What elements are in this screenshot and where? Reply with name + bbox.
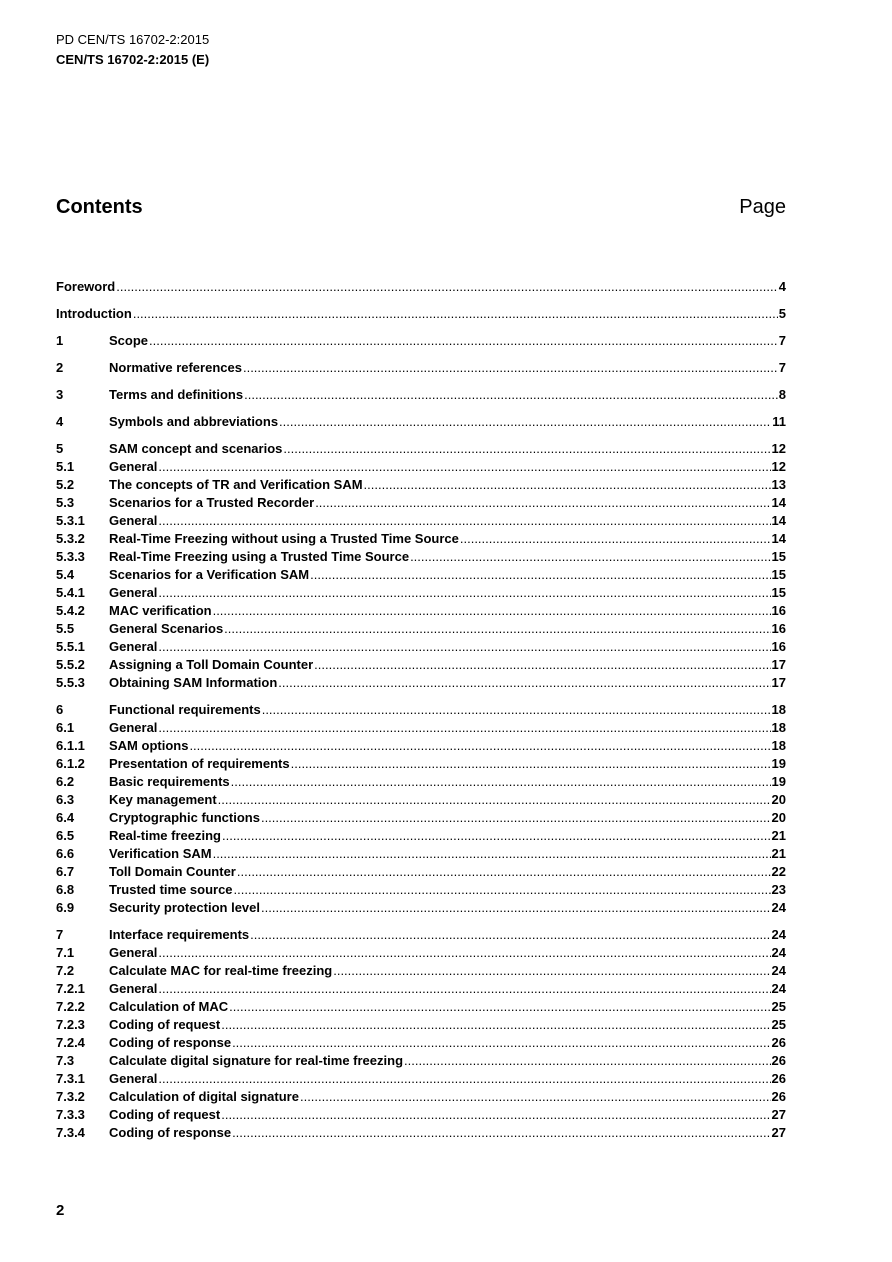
- toc-entry-page: 26: [771, 1071, 786, 1086]
- toc-entry[interactable]: [56, 926, 786, 944]
- toc-entry[interactable]: [56, 1016, 786, 1034]
- toc-dot-leader: [221, 1106, 770, 1124]
- toc-entry-page: 4: [778, 279, 786, 294]
- toc-dot-leader: [410, 548, 770, 566]
- toc-entry-title: Trusted time source: [109, 882, 233, 897]
- toc-entry-title: Key management: [109, 792, 217, 807]
- toc-entry[interactable]: [56, 638, 786, 656]
- toc-entry[interactable]: [56, 809, 786, 827]
- toc-entry-page: 12: [771, 441, 786, 456]
- toc-dot-leader: [158, 458, 770, 476]
- toc-entry-title: General: [109, 459, 158, 474]
- toc-entry-page: 15: [771, 567, 786, 582]
- toc-dot-leader: [404, 1052, 771, 1070]
- toc-entry-page: 27: [771, 1125, 786, 1140]
- toc-dot-leader: [133, 305, 778, 323]
- toc-entry-number: 2: [56, 360, 64, 375]
- page-column-label: Page: [739, 196, 786, 218]
- toc-entry[interactable]: [56, 1034, 786, 1052]
- toc-entry-title: Basic requirements: [109, 774, 230, 789]
- table-of-contents: [56, 278, 786, 1142]
- toc-entry-number: 7.1: [56, 945, 75, 960]
- toc-entry-number: 6.5: [56, 828, 75, 843]
- toc-entry[interactable]: [56, 305, 786, 323]
- toc-entry-number: 5.4: [56, 567, 75, 582]
- toc-entry-number: 6.1.2: [56, 756, 85, 771]
- toc-entry-page: 16: [771, 603, 786, 618]
- document-id: PD CEN/TS 16702-2:2015: [56, 32, 210, 47]
- toc-dot-leader: [232, 1124, 770, 1142]
- toc-entry[interactable]: [56, 791, 786, 809]
- toc-entry-number: 6.2: [56, 774, 75, 789]
- toc-entry-number: 4: [56, 414, 64, 429]
- toc-entry-title: Symbols and abbreviations: [109, 414, 279, 429]
- toc-entry[interactable]: [56, 755, 786, 773]
- toc-entry-page: 14: [771, 531, 786, 546]
- toc-entry-number: 5.5.2: [56, 657, 85, 672]
- toc-dot-leader: [231, 773, 771, 791]
- toc-entry-page: 18: [771, 702, 786, 717]
- toc-entry-title: General: [109, 639, 158, 654]
- toc-entry-number: 1: [56, 333, 64, 348]
- toc-dot-leader: [221, 1016, 770, 1034]
- toc-entry-page: 24: [771, 963, 786, 978]
- toc-entry-number: 7.2.1: [56, 981, 85, 996]
- toc-entry-page: 18: [771, 738, 786, 753]
- toc-entry-number: 5.2: [56, 477, 75, 492]
- toc-entry-title: The concepts of TR and Verification SAM: [109, 477, 363, 492]
- toc-entry[interactable]: [56, 944, 786, 962]
- toc-entry-title: Functional requirements: [109, 702, 261, 717]
- toc-entry[interactable]: [56, 566, 786, 584]
- toc-entry-number: 5.4.1: [56, 585, 85, 600]
- toc-entry-title: Terms and definitions: [109, 387, 244, 402]
- toc-entry-page: 15: [771, 549, 786, 564]
- toc-dot-leader: [244, 386, 778, 404]
- toc-entry-title: Calculate digital signature for real-time freezing: [109, 1053, 404, 1068]
- toc-entry-title: Real-Time Freezing using a Trusted Time Source: [109, 549, 410, 564]
- toc-entry-number: 7.3.1: [56, 1071, 85, 1086]
- toc-entry[interactable]: [56, 701, 786, 719]
- toc-entry[interactable]: [56, 386, 786, 404]
- toc-entry-page: 16: [771, 621, 786, 636]
- toc-entry-number: 5.5.3: [56, 675, 85, 690]
- toc-entry-number: 6.7: [56, 864, 75, 879]
- toc-entry-page: 18: [771, 720, 786, 735]
- document-id-edition: CEN/TS 16702-2:2015 (E): [56, 52, 210, 67]
- toc-entry-page: 17: [771, 675, 786, 690]
- toc-entry-title: Calculation of MAC: [109, 999, 229, 1014]
- toc-dot-leader: [158, 719, 770, 737]
- toc-entry[interactable]: [56, 719, 786, 737]
- toc-entry-page: 26: [771, 1035, 786, 1050]
- toc-entry[interactable]: [56, 773, 786, 791]
- toc-entry-title: Coding of response: [109, 1125, 232, 1140]
- toc-entry-page: 21: [771, 828, 786, 843]
- toc-dot-leader: [300, 1088, 771, 1106]
- toc-entry-page: 24: [771, 900, 786, 915]
- toc-entry-page: 24: [771, 981, 786, 996]
- toc-entry-number: 7: [56, 927, 64, 942]
- toc-entry[interactable]: [56, 440, 786, 458]
- toc-entry-number: 6: [56, 702, 64, 717]
- toc-entry-page: 16: [771, 639, 786, 654]
- toc-dot-leader: [222, 827, 771, 845]
- toc-dot-leader: [234, 881, 771, 899]
- toc-entry-number: 7.3.2: [56, 1089, 85, 1104]
- toc-dot-leader: [218, 791, 771, 809]
- toc-entry-title: General: [109, 981, 158, 996]
- toc-entry[interactable]: [56, 413, 786, 431]
- toc-dot-leader: [237, 863, 771, 881]
- toc-entry-title: Normative references: [109, 360, 242, 375]
- toc-entry-number: 5.4.2: [56, 603, 85, 618]
- toc-entry-number: 7.3: [56, 1053, 75, 1068]
- toc-dot-leader: [229, 998, 770, 1016]
- toc-entry[interactable]: [56, 1052, 786, 1070]
- toc-entry-title: General: [109, 720, 158, 735]
- toc-entry[interactable]: [56, 1124, 786, 1142]
- toc-dot-leader: [149, 332, 778, 350]
- toc-entry-title: Calculate MAC for real-time freezing: [109, 963, 333, 978]
- toc-entry-number: 6.9: [56, 900, 75, 915]
- toc-dot-leader: [314, 656, 770, 674]
- toc-entry-page: 8: [778, 387, 786, 402]
- toc-entry[interactable]: [56, 737, 786, 755]
- toc-entry-number: 7.3.4: [56, 1125, 85, 1140]
- toc-entry-title: Scenarios for a Verification SAM: [109, 567, 310, 582]
- toc-dot-leader: [315, 494, 770, 512]
- toc-dot-leader: [278, 674, 770, 692]
- page-number: 2: [56, 1202, 65, 1219]
- toc-entry-number: 6.6: [56, 846, 75, 861]
- toc-entry[interactable]: [56, 620, 786, 638]
- toc-entry[interactable]: [56, 530, 786, 548]
- toc-entry-number: 5.3: [56, 495, 75, 510]
- toc-entry-page: 5: [778, 306, 786, 321]
- toc-entry[interactable]: [56, 845, 786, 863]
- toc-entry[interactable]: [56, 656, 786, 674]
- toc-entry-number: 7.2.2: [56, 999, 85, 1014]
- toc-entry[interactable]: [56, 881, 786, 899]
- toc-entry-page: 23: [771, 882, 786, 897]
- toc-entry-page: 13: [771, 477, 786, 492]
- toc-entry-page: 7: [778, 360, 786, 375]
- toc-entry-title: General: [109, 945, 158, 960]
- toc-entry-title: Introduction: [56, 306, 132, 321]
- toc-dot-leader: [213, 602, 771, 620]
- toc-dot-leader: [158, 980, 770, 998]
- toc-entry-page: 20: [771, 810, 786, 825]
- toc-dot-leader: [460, 530, 771, 548]
- toc-entry-page: 25: [771, 1017, 786, 1032]
- toc-entry-page: 26: [771, 1089, 786, 1104]
- toc-dot-leader: [158, 584, 770, 602]
- toc-entry[interactable]: [56, 494, 786, 512]
- toc-entry-number: 5.1: [56, 459, 75, 474]
- toc-entry-title: Scenarios for a Trusted Recorder: [109, 495, 315, 510]
- toc-dot-leader: [310, 566, 770, 584]
- toc-entry-title: Cryptographic functions: [109, 810, 260, 825]
- toc-entry-title: SAM options: [109, 738, 189, 753]
- toc-entry-number: 7.2: [56, 963, 75, 978]
- toc-dot-leader: [213, 845, 771, 863]
- toc-entry-title: MAC verification: [109, 603, 212, 618]
- toc-entry-page: 24: [771, 945, 786, 960]
- toc-entry-page: 7: [778, 333, 786, 348]
- toc-entry-title: Coding of request: [109, 1107, 221, 1122]
- toc-entry[interactable]: [56, 602, 786, 620]
- toc-entry[interactable]: [56, 1088, 786, 1106]
- toc-entry-title: General: [109, 585, 158, 600]
- toc-entry-number: 6.1: [56, 720, 75, 735]
- toc-entry-number: 7.3.3: [56, 1107, 85, 1122]
- toc-entry-number: 5.3.3: [56, 549, 85, 564]
- toc-dot-leader: [262, 701, 771, 719]
- toc-dot-leader: [158, 1070, 770, 1088]
- toc-entry[interactable]: [56, 548, 786, 566]
- toc-entry-number: 5.3.2: [56, 531, 85, 546]
- toc-entry-title: Scope: [109, 333, 149, 348]
- toc-entry-page: 27: [771, 1107, 786, 1122]
- toc-dot-leader: [279, 413, 771, 431]
- toc-entry-number: 5.5.1: [56, 639, 85, 654]
- toc-entry-title: Calculation of digital signature: [109, 1089, 299, 1104]
- toc-entry-title: SAM concept and scenarios: [109, 441, 283, 456]
- toc-entry-title: Real-Time Freezing without using a Trusted Time Source: [109, 531, 459, 546]
- toc-entry-page: 17: [771, 657, 786, 672]
- toc-entry[interactable]: [56, 1070, 786, 1088]
- toc-entry-title: Presentation of requirements: [109, 756, 290, 771]
- toc-entry-number: 5: [56, 441, 64, 456]
- toc-entry-title: General Scenarios: [109, 621, 224, 636]
- toc-entry-page: 20: [771, 792, 786, 807]
- toc-dot-leader: [224, 620, 770, 638]
- toc-entry-number: 7.2.3: [56, 1017, 85, 1032]
- toc-dot-leader: [158, 512, 770, 530]
- toc-entry-title: Security protection level: [109, 900, 260, 915]
- toc-dot-leader: [243, 359, 778, 377]
- toc-entry[interactable]: [56, 899, 786, 917]
- toc-entry[interactable]: [56, 512, 786, 530]
- toc-entry[interactable]: [56, 1106, 786, 1124]
- toc-entry-page: 25: [771, 999, 786, 1014]
- toc-entry-page: 12: [771, 459, 786, 474]
- toc-entry-page: 14: [771, 495, 786, 510]
- toc-entry[interactable]: [56, 458, 786, 476]
- toc-dot-leader: [261, 809, 771, 827]
- toc-entry[interactable]: [56, 359, 786, 377]
- toc-entry[interactable]: [56, 476, 786, 494]
- toc-dot-leader: [333, 962, 770, 980]
- contents-heading: Contents: [56, 196, 143, 218]
- toc-entry[interactable]: [56, 980, 786, 998]
- toc-entry[interactable]: [56, 827, 786, 845]
- toc-dot-leader: [158, 944, 770, 962]
- toc-dot-leader: [261, 899, 771, 917]
- toc-dot-leader: [364, 476, 771, 494]
- toc-entry-page: 24: [771, 927, 786, 942]
- toc-entry-page: 19: [771, 774, 786, 789]
- toc-entry-title: General: [109, 513, 158, 528]
- toc-entry-title: Assigning a Toll Domain Counter: [109, 657, 314, 672]
- toc-entry[interactable]: [56, 998, 786, 1016]
- toc-entry-title: General: [109, 1071, 158, 1086]
- toc-entry-page: 14: [771, 513, 786, 528]
- toc-entry-page: 21: [771, 846, 786, 861]
- toc-entry-title: Coding of request: [109, 1017, 221, 1032]
- toc-entry-number: 5.3.1: [56, 513, 85, 528]
- toc-entry-number: 3: [56, 387, 64, 402]
- toc-dot-leader: [116, 278, 778, 296]
- toc-entry-number: 5.5: [56, 621, 75, 636]
- toc-entry[interactable]: [56, 674, 786, 692]
- toc-entry-page: 15: [771, 585, 786, 600]
- toc-entry[interactable]: [56, 962, 786, 980]
- toc-entry-page: 19: [771, 756, 786, 771]
- toc-entry-title: Real-time freezing: [109, 828, 221, 843]
- toc-entry[interactable]: [56, 584, 786, 602]
- toc-entry[interactable]: [56, 863, 786, 881]
- toc-dot-leader: [232, 1034, 770, 1052]
- toc-dot-leader: [291, 755, 771, 773]
- toc-entry-number: 6.8: [56, 882, 75, 897]
- toc-dot-leader: [250, 926, 770, 944]
- toc-entry-number: 6.1.1: [56, 738, 85, 753]
- toc-entry-page: 22: [771, 864, 786, 879]
- toc-dot-leader: [158, 638, 770, 656]
- toc-entry-number: 6.3: [56, 792, 75, 807]
- toc-entry-title: Coding of response: [109, 1035, 232, 1050]
- toc-entry-title: Verification SAM: [109, 846, 212, 861]
- toc-entry[interactable]: [56, 332, 786, 350]
- toc-entry[interactable]: [56, 278, 786, 296]
- toc-entry-title: Interface requirements: [109, 927, 250, 942]
- toc-entry-title: Foreword: [56, 279, 116, 294]
- toc-entry-title: Toll Domain Counter: [109, 864, 236, 879]
- toc-dot-leader: [283, 440, 770, 458]
- toc-entry-title: Obtaining SAM Information: [109, 675, 278, 690]
- toc-entry-page: 26: [771, 1053, 786, 1068]
- toc-entry-number: 6.4: [56, 810, 75, 825]
- toc-dot-leader: [189, 737, 770, 755]
- toc-entry-page: 11: [772, 414, 786, 429]
- toc-entry-number: 7.2.4: [56, 1035, 85, 1050]
